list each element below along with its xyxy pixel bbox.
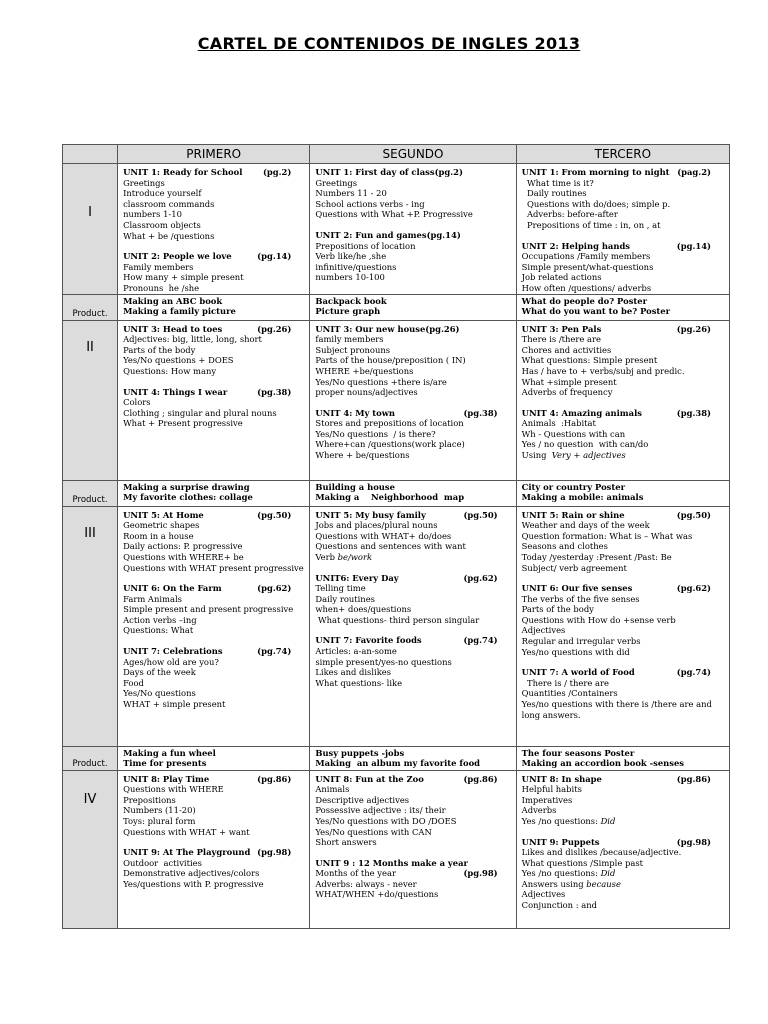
topic-line: What time is it?	[521, 177, 594, 188]
topic-line: Yes/No questions	[123, 688, 196, 699]
topic-line: Seasons and clothes	[521, 541, 608, 552]
topic-line: Days of the week	[123, 667, 196, 678]
topic-line: infinitive/questions	[315, 261, 397, 272]
topic-line: What questions- third person singular	[315, 614, 480, 625]
product-primero	[118, 294, 310, 320]
unit-page: (pg.98)	[463, 868, 498, 879]
topic-line: Clothing ; singular and plural nouns	[123, 407, 277, 418]
product-primero	[118, 480, 310, 506]
unit-row-iv	[63, 770, 730, 928]
topic-line: Yes/No questions + DOES	[123, 355, 234, 366]
unit-heading	[123, 774, 305, 785]
product-line: Making a surprise drawing	[123, 481, 250, 492]
topic-line: Regular and irregular verbs	[521, 636, 641, 647]
unit-name: UNIT 3: Pen Pals	[521, 323, 602, 334]
unit-page: (pg.98)	[676, 836, 711, 847]
roman-numeral: III	[84, 525, 96, 541]
row-label	[63, 320, 118, 480]
topic-line: Where+can /questions(work place)	[315, 439, 465, 450]
unit-name: UNIT 3: Head to toes	[123, 323, 223, 334]
topic-line: Questions with WHAT present progressive	[123, 562, 304, 573]
product-tercero	[516, 480, 729, 506]
topic-line: Adverbs: before-after	[521, 209, 618, 220]
topic-line: Telling time	[315, 583, 366, 594]
topic-line: What questions /Simple past	[521, 857, 643, 868]
product-line: Making an ABC book	[123, 295, 223, 306]
product-line: Making an album my favorite food	[315, 758, 481, 769]
topic-line: What questions: Simple present	[521, 355, 658, 366]
unit-spacer	[123, 837, 305, 847]
unit-name: UNIT 1: Ready for School	[123, 167, 243, 177]
unit-page: (pg.62)	[257, 583, 292, 594]
topic-line: Subject/ verb agreement	[521, 562, 627, 573]
unit-name: UNIT 2: Helping hands	[521, 240, 631, 251]
topic-line: Ages/how old are you?	[123, 656, 219, 667]
unit-spacer	[123, 241, 305, 251]
cell-segundo	[310, 506, 516, 746]
product-row	[63, 480, 730, 506]
topic-line: Jobs and places/plural nouns	[315, 520, 438, 531]
topic-line: Imperatives	[521, 794, 573, 805]
topic-line: Short answers	[315, 837, 377, 848]
unit-name: UNIT 2: Fun and games(pg.14)	[315, 229, 461, 240]
topic-line: Animals :Habitat	[521, 418, 596, 429]
product-line: Busy puppets -jobs	[315, 747, 405, 758]
unit-heading	[315, 167, 511, 178]
unit-heading	[315, 408, 511, 419]
unit-spacer	[315, 398, 511, 408]
topic-line: Prepositions of location	[315, 240, 416, 251]
topic-line: Stores and prepositions of location	[315, 418, 464, 429]
unit-row-ii	[63, 320, 730, 480]
topic-line: Articles: a-an-some	[315, 646, 397, 657]
cell-tercero	[516, 320, 729, 480]
product-line: What do people do? Poster	[521, 295, 648, 306]
topic-line: family members	[315, 334, 384, 345]
topic-line: Toys: plural form	[123, 815, 196, 826]
product-segundo	[310, 480, 516, 506]
topic-line: Possessive adjective : its/ their	[315, 805, 446, 816]
product-line: What do you want to be? Poster	[521, 306, 671, 317]
topic-line: What questions- like	[315, 677, 403, 688]
unit-heading	[123, 583, 305, 594]
topic-line: Farm Animals	[123, 593, 182, 604]
unit-page: (pg.62)	[463, 572, 498, 583]
topic-line: Conjunction : and	[521, 900, 597, 911]
topic-line: Parts of the body	[521, 604, 594, 615]
header-segundo: SEGUNDO	[310, 145, 516, 164]
topic-line: Colors	[123, 397, 151, 408]
product-line: Making a fun wheel	[123, 747, 216, 758]
topic-line: Greetings	[123, 177, 165, 188]
unit-row-iii	[63, 506, 730, 746]
cell-tercero	[516, 506, 729, 746]
topic-line: Yes/no questions with there is /there are and	[521, 699, 712, 710]
unit-page: (pg.38)	[676, 407, 711, 418]
topic-line: Yes /no questions: Did	[521, 815, 616, 826]
contents-table-body	[63, 145, 730, 929]
topic-line: School actions verbs - ing	[315, 198, 425, 209]
topic-line: WHAT/WHEN +do/questions	[315, 889, 439, 900]
unit-name: UNIT 2: People we love	[123, 251, 232, 262]
unit-heading	[123, 324, 305, 335]
unit-page: (pg.38)	[463, 407, 498, 418]
topic-line: Today /yesterday :Present /Past: Be	[521, 551, 672, 562]
product-line: Making a mobile: animals	[521, 492, 644, 503]
unit-heading	[522, 583, 725, 594]
topic-line: Questions and sentences with want	[315, 541, 466, 552]
unit-spacer	[123, 377, 305, 387]
product-primero	[118, 746, 310, 770]
topic-line: Questions with WHAT + want	[123, 826, 250, 837]
topic-line: What + be /questions	[123, 230, 215, 241]
document-title: CARTEL DE CONTENIDOS DE INGLES 2013	[197, 34, 581, 53]
topic-line: WHAT + simple present	[123, 699, 226, 710]
roman-numeral: I	[88, 205, 92, 220]
unit-spacer	[522, 573, 725, 583]
topic-line: Descriptive adjectives	[315, 794, 410, 805]
topic-line: Adjectives	[521, 889, 566, 900]
topic-line: Wh - Questions with can	[521, 428, 626, 439]
unit-page: (pg.86)	[257, 773, 292, 784]
unit-name: UNIT 9 : 12 Months make a year	[315, 857, 468, 868]
topic-line: Daily routines	[315, 593, 375, 604]
product-line: City or country Poster	[521, 481, 625, 492]
unit-page: (pg.50)	[257, 509, 292, 520]
topic-line: Likes and dislikes	[315, 667, 392, 678]
cell-segundo	[310, 770, 516, 928]
unit-page: (pg.62)	[676, 583, 711, 594]
topic-line: Adverbs	[521, 805, 557, 816]
unit-name: UNIT 5: Rain or shine	[521, 509, 625, 520]
unit-heading	[522, 837, 725, 848]
unit-name: UNIT 8: In shape	[521, 773, 602, 784]
topic-line: Greetings	[315, 177, 358, 188]
topic-line: Yes/No questions +there is/are	[315, 376, 447, 387]
topic-line: Pronouns he /she	[123, 282, 200, 293]
topic-line: when+ does/questions	[315, 604, 412, 615]
product-segundo	[310, 746, 516, 770]
topic-line: Verb like/he ,she	[315, 251, 387, 262]
topic-line: Simple present/what-questions	[521, 261, 654, 272]
topic-line: Adjectives: big, little, long, short	[123, 334, 262, 345]
topic-line: Daily actions: P. progressive	[123, 541, 243, 552]
emphasis-text: be/work	[337, 551, 373, 562]
unit-heading	[522, 241, 725, 252]
unit-heading	[123, 251, 305, 262]
topic-line: Questions with do/does; simple p.	[521, 198, 671, 209]
unit-heading	[123, 387, 305, 398]
unit-heading	[522, 167, 725, 178]
topic-line: Verb be/work	[315, 551, 373, 562]
topic-line: Questions with WHERE+ be	[123, 551, 244, 562]
unit-name: UNIT 7: Celebrations	[123, 646, 223, 657]
header-row	[63, 145, 730, 164]
roman-numeral: II	[86, 339, 94, 355]
header-tercero: TERCERO	[516, 145, 729, 164]
topic-line: Yes/No questions with CAN	[315, 826, 432, 837]
product-label: Product.	[63, 294, 118, 320]
topic-line: simple present/yes-no questions	[315, 656, 452, 667]
topic-line: Yes/questions with P. progressive	[123, 878, 264, 889]
topic-line: How often /questions/ adverbs	[521, 282, 652, 293]
unit-heading	[522, 667, 725, 678]
topic-line: Using Very + adjectives	[521, 450, 626, 461]
unit-name: UNIT 4: Things I wear	[123, 386, 228, 397]
unit-heading	[315, 230, 511, 241]
topic-line: How many + simple present	[123, 272, 244, 283]
topic-line: Adverbs of frequency	[521, 387, 613, 398]
topic-line: Questions: How many	[123, 365, 217, 376]
row-label	[63, 770, 118, 928]
topic-line: Yes /no questions: Did	[521, 868, 616, 879]
unit-spacer	[522, 827, 725, 837]
unit-name: UNIT 7: Favorite foods	[315, 635, 422, 646]
unit-name: UNIT 5: At Home	[123, 509, 204, 520]
unit-heading	[315, 635, 511, 646]
topic-line: Questions with What +P. Progressive	[315, 209, 473, 220]
topic-line: Job related actions	[521, 272, 602, 283]
product-label: Product.	[63, 746, 118, 770]
topic-line: Introduce yourself	[123, 188, 202, 199]
topic-line: Prepositions of time : in, on , at	[521, 219, 661, 230]
topic-line: Daily routines	[521, 188, 587, 199]
cell-tercero	[516, 164, 729, 295]
unit-page: (pg.86)	[676, 773, 711, 784]
topic-line: WHERE +be/questions	[315, 365, 414, 376]
topic-line: Food	[123, 677, 144, 688]
topic-line: Answers using because	[521, 878, 621, 889]
product-line: My favorite clothes: collage	[123, 492, 253, 503]
topic-line: Has / have to + verbs/subj and predic.	[521, 365, 685, 376]
topic-line: Months of the year	[315, 868, 396, 879]
topic-line: Family members	[123, 261, 194, 272]
topic-line: proper nouns/adjectives	[315, 387, 418, 398]
unit-page: (pg.98)	[257, 847, 292, 858]
topic-line: Action verbs –ing	[123, 614, 197, 625]
topic-line: Where + be/questions	[315, 450, 410, 461]
cell-primero	[118, 164, 310, 295]
topic-line: Yes/No questions / is there?	[315, 428, 436, 439]
unit-name: UNIT 9: Puppets	[521, 836, 600, 847]
product-line: Time for presents	[123, 758, 207, 769]
unit-name: UNIT 8: Fun at the Zoo	[315, 773, 424, 784]
unit-page: (pg.2)	[262, 167, 292, 177]
row-label	[63, 164, 118, 295]
topic-line: Prepositions	[123, 794, 176, 805]
emphasis-text: Did	[600, 815, 616, 826]
topic-line: Adverbs: always - never	[315, 878, 417, 889]
unit-name: UNIT 5: My busy family	[315, 509, 426, 520]
topic-line: Classroom objects	[123, 219, 201, 230]
topic-line: Quantities /Containers	[521, 688, 618, 699]
unit-heading	[522, 408, 725, 419]
topic-line: Demonstrative adjectives/colors	[123, 868, 260, 879]
product-line: Backpack book	[315, 295, 387, 306]
unit-page: (pg.14)	[676, 240, 711, 251]
contents-table	[62, 144, 730, 929]
unit-heading	[315, 324, 511, 335]
unit-heading	[123, 646, 305, 657]
topic-line: Yes/No questions with DO /DOES	[315, 815, 457, 826]
unit-spacer	[315, 848, 511, 858]
unit-spacer	[315, 563, 511, 573]
unit-heading	[522, 324, 725, 335]
topic-line: Likes and dislikes /because/adjective.	[521, 847, 682, 858]
topic-line: Numbers 11 - 20	[315, 188, 387, 199]
product-line: Building a house	[315, 481, 395, 492]
unit-page: (pg.26)	[676, 323, 711, 334]
topic-line: Geometric shapes	[123, 520, 200, 531]
unit-page: (pag.2)	[677, 167, 711, 177]
product-tercero	[516, 746, 729, 770]
cell-primero	[118, 320, 310, 480]
roman-numeral: IV	[83, 791, 97, 807]
topic-line: What + Present progressive	[123, 418, 243, 429]
topic-line: There is / there are	[521, 677, 609, 688]
unit-spacer	[315, 625, 511, 635]
unit-name: UNIT 4: My town	[315, 407, 396, 418]
product-line: Picture graph	[315, 306, 381, 317]
row-label	[63, 506, 118, 746]
topic-line: The verbs of the five senses	[521, 593, 640, 604]
cell-primero	[118, 770, 310, 928]
unit-row-i	[63, 164, 730, 295]
product-segundo	[310, 294, 516, 320]
emphasis-text: Very + adjectives	[551, 450, 626, 461]
unit-name: UNIT 1: From morning to night	[521, 167, 670, 177]
header-primero: PRIMERO	[118, 145, 310, 164]
unit-heading	[123, 847, 305, 858]
topic-line: Helpful habits	[521, 784, 582, 795]
unit-heading	[315, 573, 511, 584]
cell-segundo	[310, 320, 516, 480]
unit-name: UNIT6: Every Day	[315, 572, 399, 583]
unit-name: UNIT 6: Our five senses	[521, 583, 633, 594]
product-line: Making a Neighborhood map	[315, 492, 465, 503]
unit-name: UNIT 3: Our new house(pg.26)	[315, 323, 460, 334]
unit-page: (pg.74)	[257, 646, 292, 657]
unit-page: (pg.74)	[463, 635, 498, 646]
header-corner	[63, 145, 118, 164]
unit-name: UNIT 7: A world of Food	[521, 667, 635, 678]
unit-name: UNIT 6: On the Farm	[123, 583, 222, 594]
topic-line: numbers 10-100	[315, 272, 385, 283]
topic-line: long answers.	[521, 709, 581, 720]
topic-line: There is /there are	[521, 334, 601, 345]
unit-spacer	[315, 220, 511, 230]
topic-line: Simple present and present progressive	[123, 604, 294, 615]
cell-segundo	[310, 164, 516, 295]
unit-spacer	[522, 398, 725, 408]
topic-line: classroom commands	[123, 198, 215, 209]
unit-page: (pg.14)	[257, 251, 292, 262]
product-line: Making an accordion book -senses	[521, 758, 684, 769]
product-line: Making a family picture	[123, 306, 236, 317]
unit-spacer	[522, 657, 725, 667]
unit-spacer	[123, 573, 305, 583]
topic-line: Weather and days of the week	[521, 520, 650, 531]
unit-heading	[522, 510, 725, 521]
cell-tercero	[516, 770, 729, 928]
topic-line: Subject pronouns	[315, 344, 391, 355]
topic-line: Questions: What	[123, 625, 194, 636]
topic-line: Questions with WHERE	[123, 784, 224, 795]
topic-line: Question formation: What is – What was	[521, 530, 693, 541]
unit-name: UNIT 8: Play Time	[123, 773, 210, 784]
topic-line: Animals	[315, 784, 350, 795]
topic-line: Outdoor activities	[123, 857, 202, 868]
product-line: The four seasons Poster	[521, 747, 635, 758]
topic-line: Yes / no question with can/do	[521, 439, 649, 450]
unit-page: (pg.50)	[463, 509, 498, 520]
unit-name: UNIT 1: First day of class(pg.2)	[315, 167, 463, 177]
cell-primero	[118, 506, 310, 746]
topic-line: Numbers (11-20)	[123, 805, 196, 816]
unit-heading	[123, 167, 305, 178]
topic-line: What +simple present	[521, 376, 617, 387]
unit-page: (pg.38)	[257, 386, 292, 397]
unit-heading	[123, 510, 305, 521]
emphasis-text: Did	[600, 868, 616, 879]
unit-page: (pg.86)	[463, 773, 498, 784]
product-label: Product.	[63, 480, 118, 506]
unit-heading	[315, 510, 511, 521]
topic-line: Occupations /Family members	[521, 251, 651, 262]
topic-line: Adjectives	[521, 625, 566, 636]
product-row	[63, 746, 730, 770]
unit-heading	[315, 774, 511, 785]
topic-line: Questions with WHAT+ do/does	[315, 530, 452, 541]
topic-line: Parts of the body	[123, 344, 196, 355]
unit-spacer	[123, 636, 305, 646]
product-row	[63, 294, 730, 320]
unit-spacer	[522, 231, 725, 241]
topic-line: Room in a house	[123, 530, 194, 541]
unit-page: (pg.26)	[257, 323, 292, 334]
topic-line: Chores and activities	[521, 344, 612, 355]
unit-page: (pg.74)	[676, 667, 711, 678]
topic-line: Questions with How do +sense verb	[521, 614, 676, 625]
unit-name: UNIT 9: At The Playground	[123, 847, 251, 858]
unit-page: (pg.50)	[676, 509, 711, 520]
unit-name: UNIT 4: Amazing animals	[521, 407, 642, 418]
topic-line: Yes/no questions with did	[521, 646, 630, 657]
emphasis-text: because	[586, 878, 621, 889]
topic-line: Parts of the house/preposition ( IN)	[315, 355, 466, 366]
product-tercero	[516, 294, 729, 320]
unit-heading	[522, 774, 725, 785]
topic-line: numbers 1-10	[123, 209, 182, 220]
